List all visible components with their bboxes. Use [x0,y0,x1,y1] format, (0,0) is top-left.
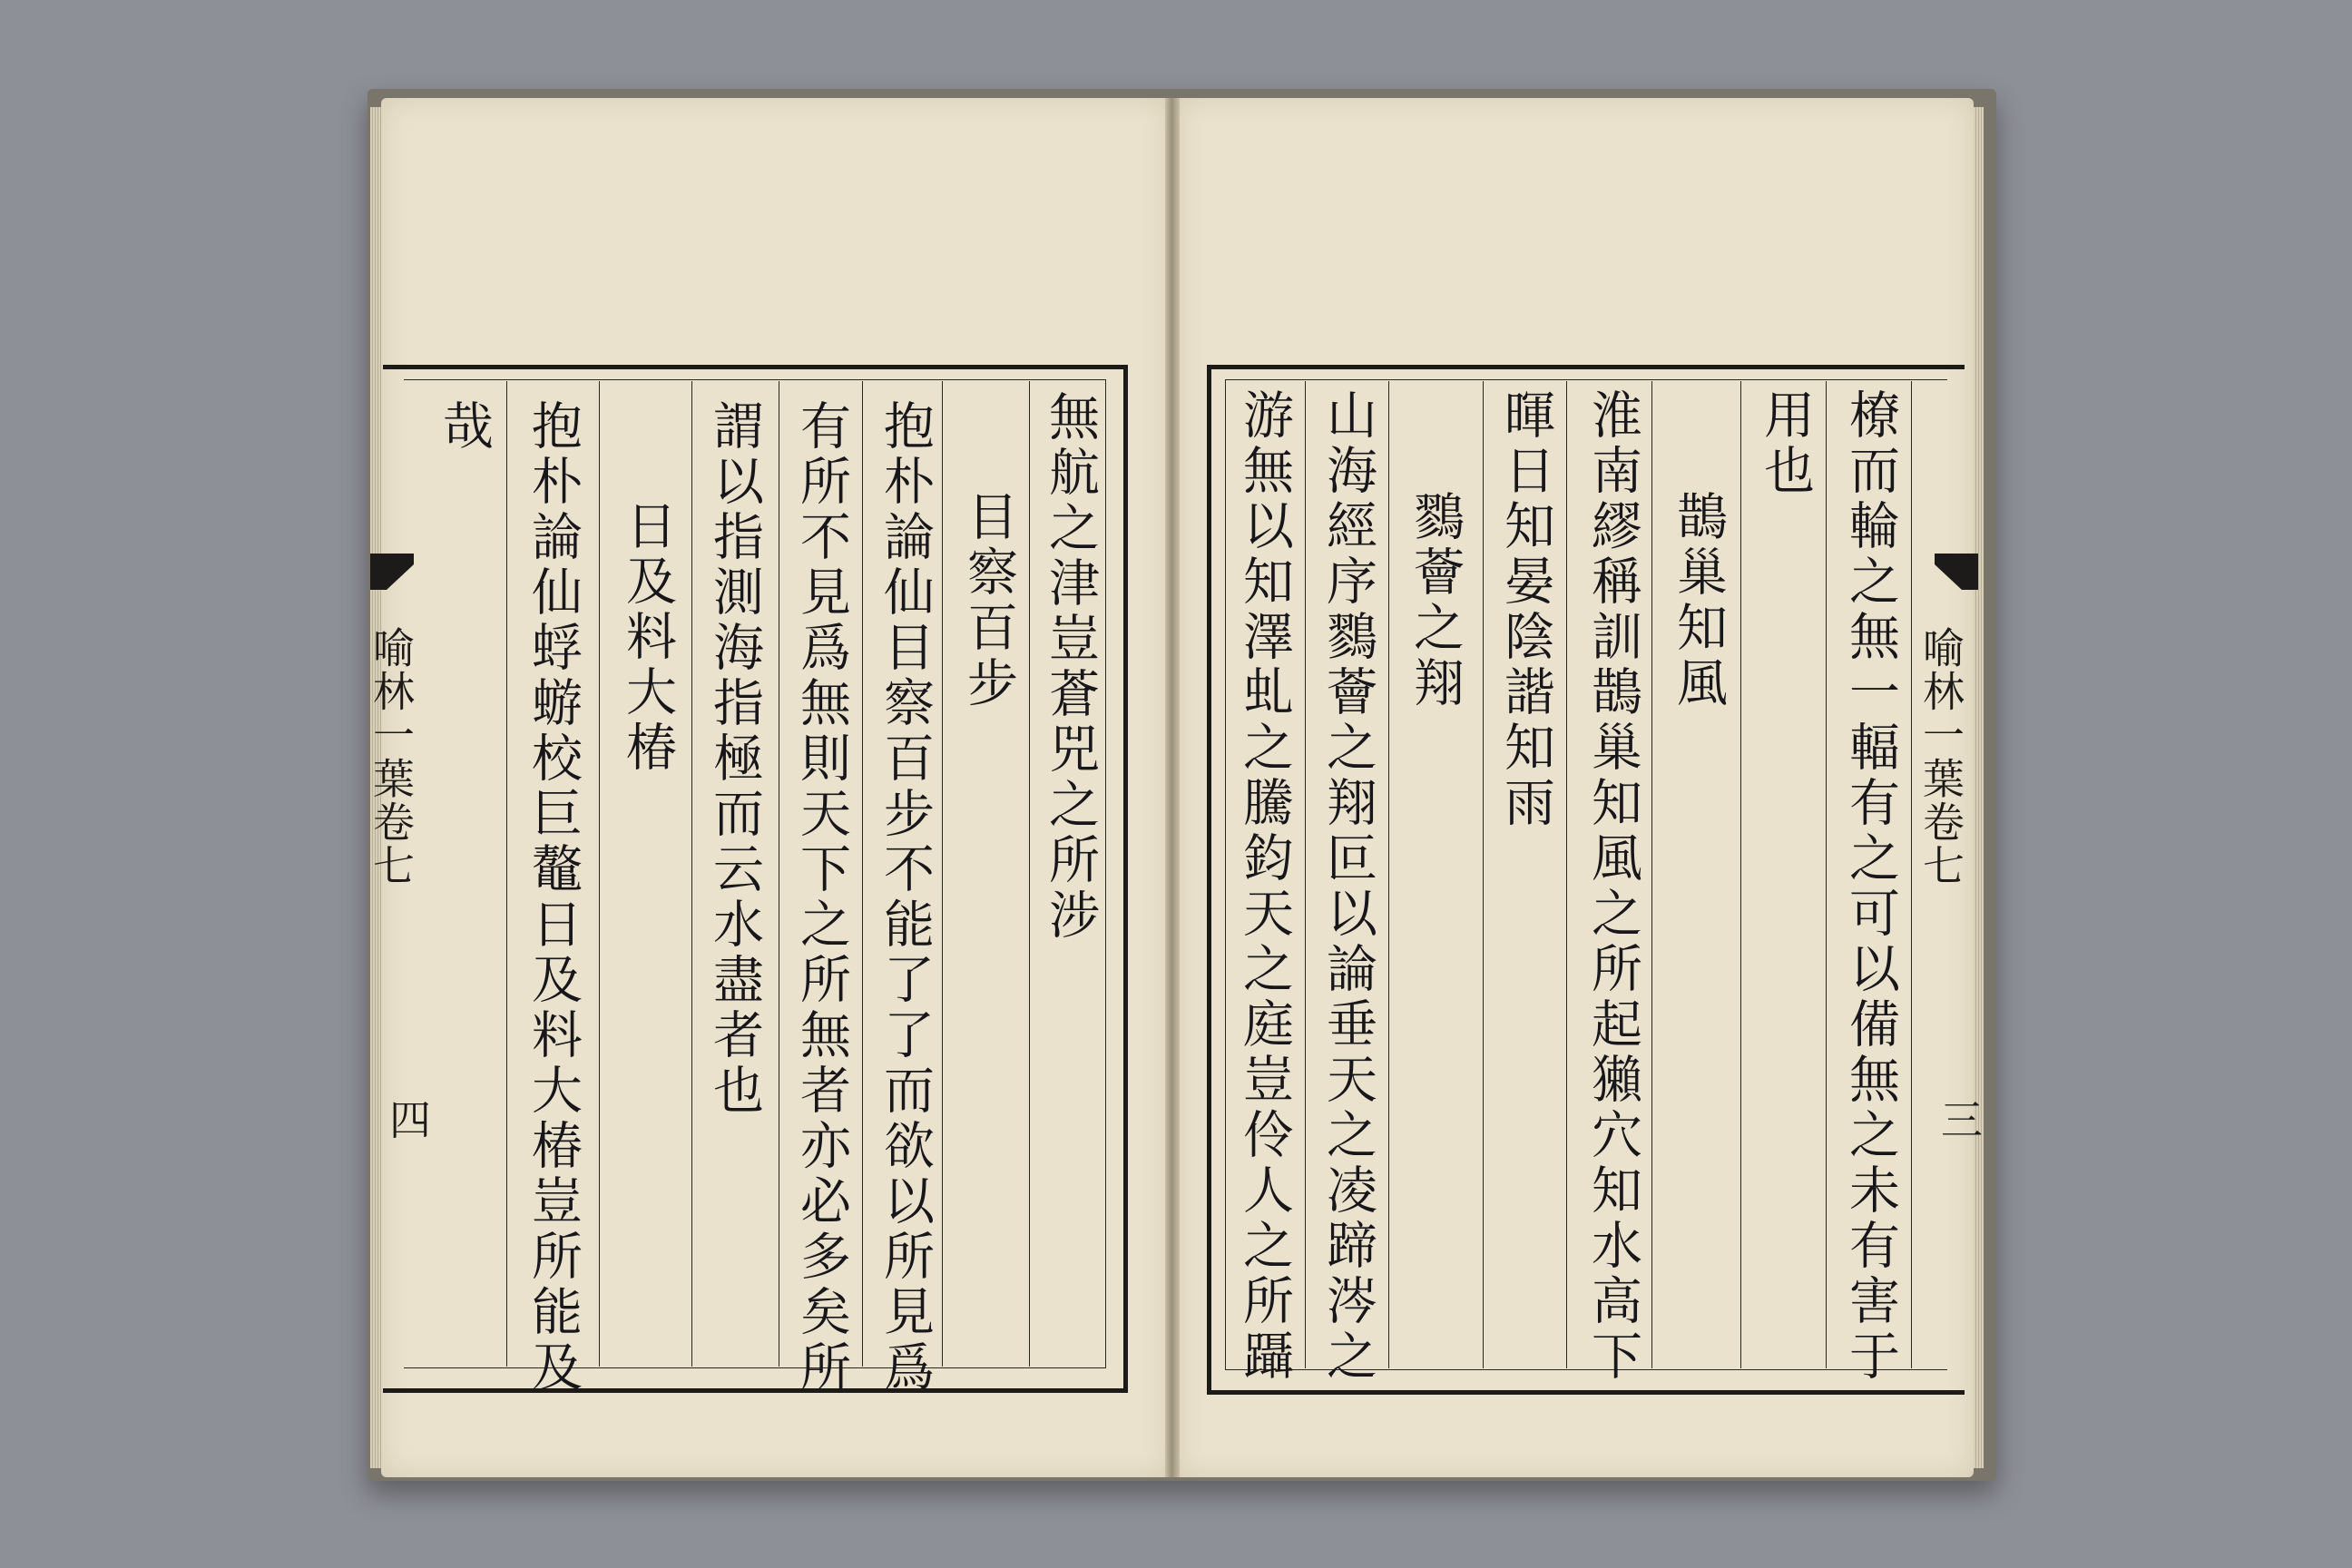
column-rule [1566,381,1567,1368]
column-rule [1651,381,1652,1368]
column-rule [691,381,692,1367]
column-rule [942,381,943,1367]
left-fishtail-mark [370,554,426,599]
book-gutter [1165,98,1180,1477]
text-column-3: 鵲巢知風 [1669,490,1728,711]
text-column-1: 橑而輪之無一輻有之可以備無之未有害于 [1841,388,1900,1385]
column-rule [862,381,863,1367]
text-column-6: 鷚薈之翔 [1406,490,1465,711]
right-fishtail-mark [1922,554,1978,599]
text-column-8: 游無以知澤虬之騰鈞天之庭豈伶人之所躡 [1235,388,1294,1385]
text-column-5: 暉日知晏陰諧知雨 [1496,388,1555,831]
column-rule [599,381,600,1367]
left-folio-number: 四 [383,1098,432,1140]
text-column-3: 抱朴論仙目察百步不能了了而欲以所見爲 [876,399,935,1396]
text-column-5: 謂以指測海指極而云水盡者也 [705,399,764,1119]
text-column-8: 哉 [435,399,494,455]
text-column-4: 淮南繆稱訓鵲巢知風之所起獺穴知水高下 [1583,388,1642,1385]
text-column-1: 無航之津豈蒼兕之所涉 [1041,390,1100,944]
right-banxin-title: 喻林一葉卷七 [1916,626,1965,887]
column-rule [506,381,507,1367]
right-folio-number: 三 [1935,1098,1984,1140]
text-column-6: 日及料大椿 [618,499,677,776]
column-rule [1029,381,1030,1367]
text-column-7: 山海經序鷚薈之翔叵以論垂天之凌蹄涔之 [1318,388,1377,1385]
column-rule [1826,381,1827,1368]
text-column-7: 抱朴論仙蜉蝣校巨鼇日及料大椿豈所能及 [524,399,583,1396]
column-rule [1388,381,1389,1368]
column-rule [1740,381,1741,1368]
column-rule [1305,381,1306,1368]
text-column-4: 有所不見爲無則天下之所無者亦必多矣所 [792,399,851,1396]
text-column-2: 目察百步 [959,490,1018,711]
text-column-2: 用也 [1756,388,1815,499]
column-rule [1483,381,1484,1368]
left-banxin-title: 喻林一葉卷七 [367,626,416,887]
